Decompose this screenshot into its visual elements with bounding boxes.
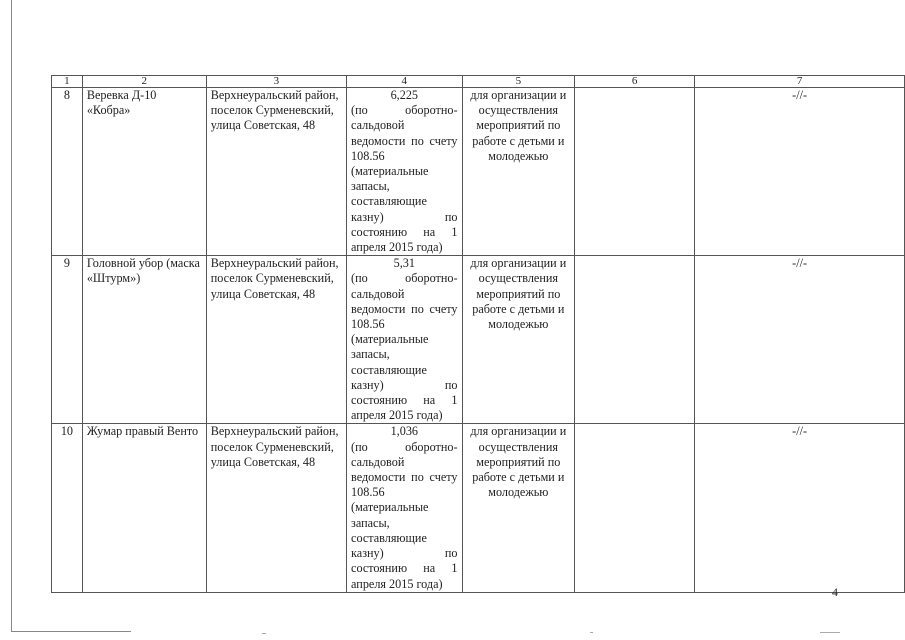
item-purpose: для организации и осуществления мероприятий по работе с детьми и молодежью bbox=[462, 424, 575, 592]
header-cell: 7 bbox=[695, 76, 905, 88]
item-value-note: (по оборотно-сальдовой ведомости по счету 108.56 (материальные запасы, составляющие казну) по состоянию на 1 апреля 2015 года) bbox=[351, 439, 458, 591]
item-value-cell bbox=[347, 88, 462, 256]
item-value-note: (по оборотно-сальдовой ведомости по счету 108.56 (материальные запасы, составляющие казну) по состоянию на 1 апреля 2015 года) bbox=[351, 271, 458, 423]
item-location: Верхнеуральский район, поселок Сурменевский, улица Советская, 48 bbox=[206, 424, 346, 592]
header-cell: 5 bbox=[462, 76, 575, 88]
item-location: Верхнеуральский район, поселок Сурменевский, улица Советская, 48 bbox=[206, 88, 346, 256]
item-name: Головной убор (маска «Штурм») bbox=[82, 256, 206, 424]
item-value: 1,036 bbox=[390, 424, 418, 439]
item-value: 6,225 bbox=[390, 88, 418, 102]
header-cell: 6 bbox=[575, 76, 695, 88]
scan-edge-bottom bbox=[11, 631, 131, 632]
header-cell: 4 bbox=[347, 76, 462, 88]
item-name: Веревка Д-10 «Кобра» bbox=[82, 88, 206, 256]
item-ditto: -//- bbox=[695, 424, 905, 592]
property-table bbox=[51, 75, 905, 593]
header-cell: 3 bbox=[206, 76, 346, 88]
item-name: Жумар правый Венто bbox=[82, 424, 206, 592]
header-cell: 1 bbox=[52, 76, 83, 88]
table-row bbox=[52, 424, 905, 592]
item-location: Верхнеуральский район, поселок Сурменевский, улица Советская, 48 bbox=[206, 256, 346, 424]
table-row bbox=[52, 256, 905, 424]
item-value-note: (по оборотно-сальдовой ведомости по счету 108.56 (материальные запасы, составляющие казну) по состоянию на 1 апреля 2015 года) bbox=[351, 103, 458, 255]
scan-mark bbox=[820, 632, 840, 633]
item-col6 bbox=[575, 88, 695, 256]
scan-mark bbox=[262, 633, 266, 634]
item-col6 bbox=[575, 424, 695, 592]
scan-edge-left bbox=[11, 0, 12, 632]
page-number: 4 bbox=[832, 585, 838, 599]
item-ditto: -//- bbox=[695, 88, 905, 256]
item-purpose: для организации и осуществления мероприятий по работе с детьми и молодежью bbox=[462, 256, 575, 424]
row-number: 10 bbox=[52, 424, 83, 592]
item-purpose: для организации и осуществления мероприятий по работе с детьми и молодежью bbox=[462, 88, 575, 256]
header-cell: 2 bbox=[82, 76, 206, 88]
table-header-row bbox=[52, 76, 905, 88]
item-col6 bbox=[575, 256, 695, 424]
table-row bbox=[52, 88, 905, 256]
scan-mark bbox=[590, 632, 593, 633]
item-value-cell bbox=[347, 424, 462, 592]
item-value-cell bbox=[347, 256, 462, 424]
item-ditto: -//- bbox=[695, 256, 905, 424]
row-number: 9 bbox=[52, 256, 83, 424]
item-value: 5,31 bbox=[393, 256, 415, 271]
row-number: 8 bbox=[52, 88, 83, 256]
